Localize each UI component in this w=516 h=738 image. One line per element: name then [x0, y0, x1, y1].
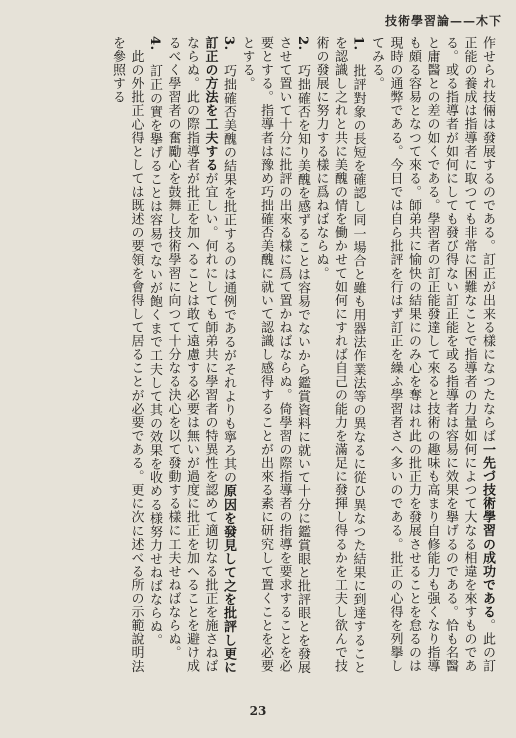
body-text-run: 訂正の實を擧げることは容易でないが飽くまで工夫して其の效果を收める様努力せねばならぬ。	[147, 64, 162, 647]
running-header: 技術學習論——木下	[384, 14, 502, 28]
emphasis-text: 原因を發見して之を批評し更に訂正の方法を工夫する	[202, 36, 236, 674]
body-text-run: 此の外批正心得としては既述の要領を會得して居ることが必要である。更に次に述べる所の示範說明法を參照する	[110, 36, 144, 673]
list-item	[145, 36, 164, 676]
body-text-run: 。此の訂正能の養成は指導者に取つても非常に困難なことで指導者の力量如何によつて大なる相違を來すものである。或る指導者が如何にしても發び得ない訂正能を或る指導者は容易に效果を擧げるのである。恰も名醫と庸醫との差の如くである。學習者の訂正能發達して來ると技術の趣味も高まり自修能力も强くなり指導も頗る容易となつて來る。師弟共に愉快の結果にのみ心を奪はれ此の批正力を發展させることを怠るのは現時の通弊である。今日では自ら批評を行はず訂正を繰ふ學習者さへ多いのである。批正の心得を列擧してみる。	[369, 36, 495, 673]
paragraph	[367, 36, 497, 676]
list-item	[311, 36, 367, 676]
body-text-run: 批評對象の長短を確認し同一場合と雖も用器法作業法等の異なるに從ひ異なつた結果に到達することを認識し之れと共に美醜の情を働かせて如何にすれば自己の能力を滿足に發揮し得るかを工夫し欲んで技術の發展に努力する樣に爲ねばならぬ。	[313, 36, 366, 674]
page-number: 23	[249, 704, 267, 718]
vertical-body-text	[18, 36, 496, 676]
body-text-run: が宜しい。何れにしても師弟共に學習者の特異性を認めて適切なる批正を施さねばならぬ。此の際指導者が批正を加へることは敢て遠慮する必要は無いが過度に批正を加へることを避け成るべく學習者の奮勵心を鼓舞し技術學習に向つて十分なる決心を以て發動する樣に工夫せねばならぬ。	[165, 36, 218, 673]
body-text-run: 巧拙確否美醜の結果を批正するのは通例であるがそれよりも寧ろ其の	[221, 64, 236, 485]
body-text-run: 作せられ技倆は發展するのである。訂正が出来る樣になつたならば	[480, 36, 495, 443]
list-number: 3.	[221, 36, 236, 51]
list-number: 4.	[147, 36, 162, 51]
list-item	[163, 36, 237, 676]
emphasis-text: 一先づ技術學習の成功である	[480, 442, 495, 619]
list-item	[237, 36, 311, 676]
paragraph	[108, 36, 145, 676]
list-number: 1.	[350, 36, 366, 51]
list-number: 2.	[295, 36, 310, 51]
body-text-run: 巧拙確否を知り美醜を感ずることは容易でないから鑑賞資料に就いて十分に鑑賞眼と批評眼とを發展させて置いて十分に批評の出來る樣に爲て置かねばならぬ。倚學習の際指導者の指導を要求することを必要とする。指導者は豫め巧拙確否美醜に就いて認識し感得することが出來る素に研究して置くことを必要とする。	[239, 36, 310, 674]
